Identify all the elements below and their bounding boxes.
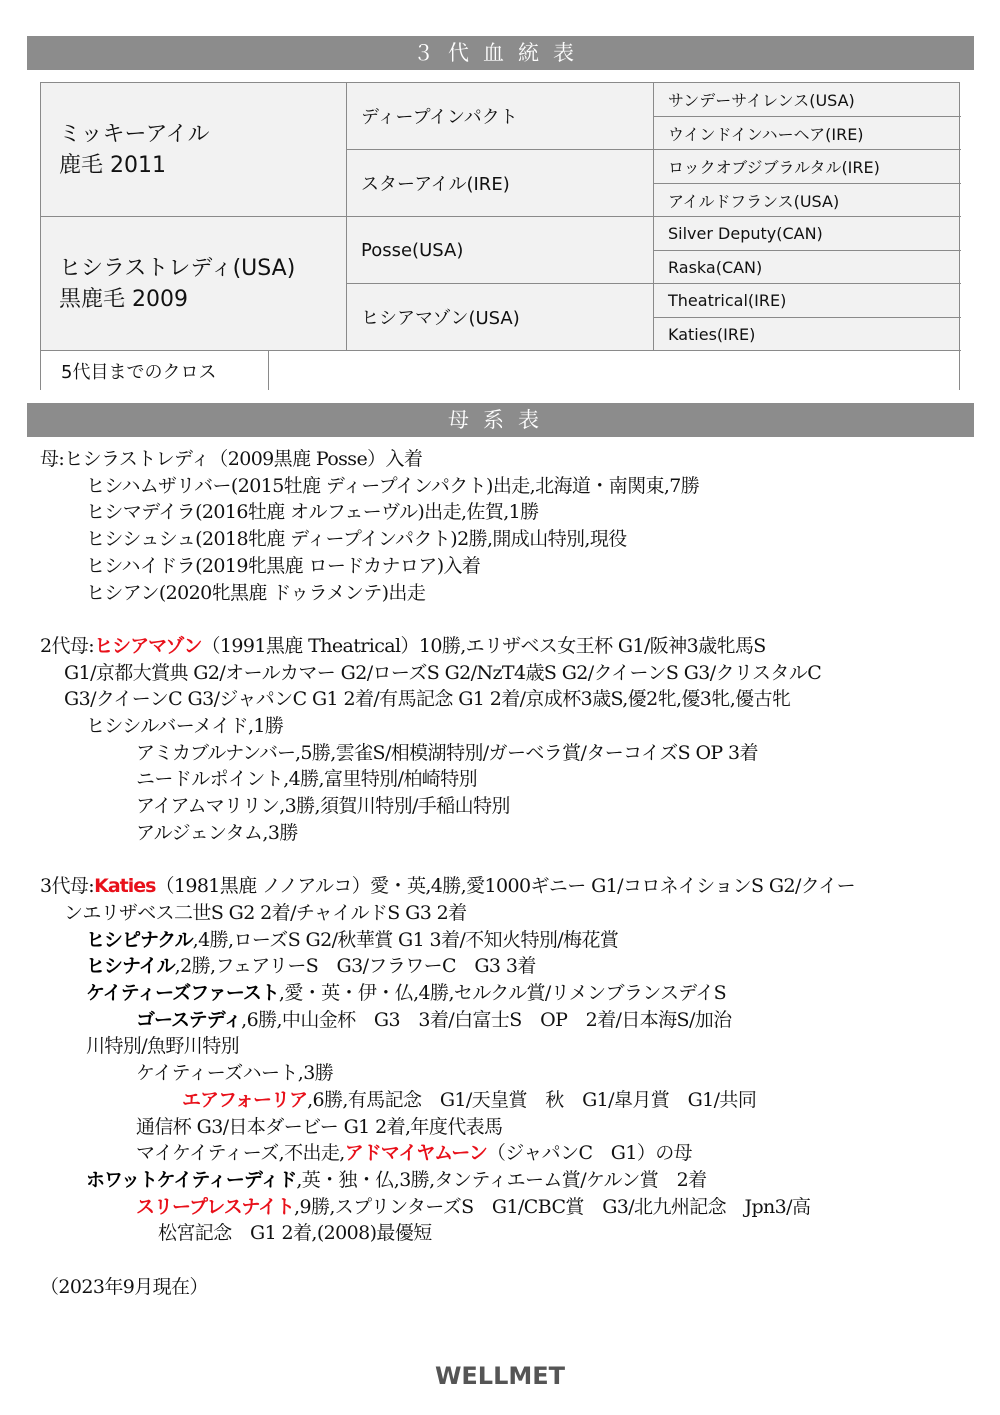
horse-name-red: Katies bbox=[94, 875, 156, 898]
offspring-line: ヒシハムザリバー(2015牡鹿 ディープインパクト)出走,北海道・南関東,7勝 bbox=[86, 474, 700, 497]
pedigree-table bbox=[40, 82, 960, 390]
grand-offspring-line bbox=[40, 1007, 970, 1034]
record-line: 通信杯 G3/日本ダービー G1 2着,年度代表馬 bbox=[136, 1115, 503, 1138]
grand-offspring-line bbox=[40, 1140, 970, 1167]
horse-name-red: ヒシアマゾン bbox=[94, 634, 202, 657]
offspring-line: ヒシアン(2020牝黒鹿 ドゥラメンテ)出走 bbox=[86, 581, 426, 604]
line-text: ,6勝,中山金杯 G3 3着/白富士S OP 2着/日本海S/加治 bbox=[241, 1008, 732, 1031]
ggp-8: Katies(IRE) bbox=[654, 318, 961, 351]
great-grand-offspring-line bbox=[40, 1087, 970, 1114]
dam-dam: ヒシアマゾン(USA) bbox=[347, 284, 654, 351]
sire-name: ミッキーアイル bbox=[59, 121, 210, 147]
line-text: ,愛・英・伊・仏,4勝,セルクル賞/リメンブランスデイS bbox=[278, 982, 727, 1005]
line-text: ,6勝,有馬記念 G1/天皇賞 秋 G1/皐月賞 G1/共同 bbox=[307, 1088, 757, 1111]
horse-name-red: スリープレスナイト bbox=[136, 1195, 295, 1218]
line-text: ,2勝,フェアリーS G3/フラワーC G3 3着 bbox=[174, 955, 536, 978]
as-of-date: （2023年9月現在） bbox=[40, 1275, 208, 1298]
grand-offspring-line: ニードルポイント,4勝,富里特別/柏崎特別 bbox=[136, 768, 477, 791]
offspring-line bbox=[40, 980, 970, 1007]
dam-line: 母:ヒシラストレディ（2009黒鹿 Posse）入着 bbox=[40, 448, 423, 470]
ggp-4: アイルドフランス(USA) bbox=[654, 184, 961, 217]
line-text: ,9勝,スプリンターズS G1/CBC賞 G3/北九州記念 Jpn3/高 bbox=[294, 1195, 811, 1218]
line-text: （ジャパンC G1）の母 bbox=[486, 1142, 693, 1165]
record-line: 川特別/魚野川特別 bbox=[86, 1035, 240, 1058]
record-line: G3/クイーンC G3/ジャパンC G1 2着/有馬記念 G1 2着/京成杯3歳S,優2牝,優3牝,優古牝 bbox=[64, 688, 791, 711]
offspring-line: ヒシハイドラ(2019牝黒鹿 ロードカナロア)入着 bbox=[86, 554, 481, 577]
horse-name: アミカブルナンバー bbox=[136, 741, 295, 764]
grand-offspring-line: アルジェンタム,3勝 bbox=[136, 821, 298, 844]
horse-name-bold: ヒシピナクル bbox=[86, 928, 193, 951]
horse-name-bold: ゴーステディ bbox=[136, 1008, 242, 1031]
sire-dam: スターアイル(IRE) bbox=[347, 150, 654, 217]
record-line: G1/京都大賞典 G2/オールカマー G2/ローズS G2/NzT4歳S G2/クイーンS G3/クリスタルC bbox=[64, 661, 822, 684]
offspring-line bbox=[40, 953, 970, 980]
pedigree-header: ３代血統表 bbox=[27, 36, 974, 70]
grand-offspring-line bbox=[40, 740, 970, 767]
grand-offspring-line: アイアムマリリン,3勝,須賀川特別/手稲山特別 bbox=[136, 795, 510, 818]
offspring-line: ヒシシュシュ(2018牝鹿 ディープインパクト)2勝,開成山特別,現役 bbox=[86, 528, 627, 551]
line-text: マイケイティーズ,不出走, bbox=[136, 1142, 345, 1165]
sire-detail: 鹿毛 2011 bbox=[59, 152, 166, 178]
line-text: （1991黒鹿 Theatrical）10勝,エリザベス女王杯 G1/阪神3歳牝馬S bbox=[201, 634, 766, 657]
ggp-1: サンデーサイレンス(USA) bbox=[654, 83, 961, 117]
ggp-6: Raska(CAN) bbox=[654, 251, 961, 284]
sire-sire: ディープインパクト bbox=[347, 83, 654, 150]
third-dam-line bbox=[40, 873, 970, 900]
record-line: 松宮記念 G1 2着,(2008)最優短 bbox=[158, 1222, 432, 1245]
offspring-line: ヒシマデイラ(2016牡鹿 オルフェーヴル)出走,佐賀,1勝 bbox=[86, 501, 539, 524]
family-table bbox=[40, 446, 970, 1300]
ggp-3: ロックオブジブラルタル(IRE) bbox=[654, 150, 961, 184]
dam-sire: Posse(USA) bbox=[347, 217, 654, 284]
ggp-2: ウインドインハーヘア(IRE) bbox=[654, 117, 961, 150]
record-line: ンエリザベス二世S G2 2着/チャイルドS G3 2着 bbox=[64, 901, 467, 924]
line-text: ,4勝,ローズS G2/秋華賞 G1 3着/不知火特別/梅花賞 bbox=[192, 928, 619, 951]
line-text: （1981黒鹿 ノノアルコ）愛・英,4勝,愛1000ギニー G1/コロネイションS G2/クイー bbox=[155, 875, 855, 898]
family-header: 母系表 bbox=[27, 403, 974, 437]
line-text: ,5勝,雲雀S/相模湖特別/ガーベラ賞/ターコイズS OP 3着 bbox=[294, 741, 758, 764]
horse-name-bold: ホワットケイティーディド bbox=[86, 1168, 297, 1191]
offspring-line bbox=[40, 927, 970, 954]
line-prefix: 3代母: bbox=[40, 875, 95, 898]
horse-name-red: アドマイヤムーン bbox=[344, 1142, 487, 1165]
line-text: ,英・独・仏,3勝,タンティエーム賞/ケルン賞 2着 bbox=[296, 1168, 707, 1191]
cross-label: 5代目までのクロス bbox=[41, 351, 269, 390]
dam-detail: 黒鹿毛 2009 bbox=[59, 286, 188, 312]
offspring-line bbox=[40, 1167, 970, 1194]
grand-offspring-line: ケイティーズハート,3勝 bbox=[136, 1062, 334, 1085]
cross-value bbox=[269, 351, 959, 390]
sire-cell bbox=[41, 83, 347, 217]
horse-name-bold: ケイティーズファースト bbox=[86, 982, 279, 1005]
horse-name-red: エアフォーリア bbox=[182, 1088, 308, 1111]
dam-cell bbox=[41, 217, 347, 351]
second-dam-line bbox=[40, 633, 970, 660]
horse-name-bold: ヒシナイル bbox=[86, 955, 175, 978]
dam-name: ヒシラストレディ(USA) bbox=[59, 255, 296, 281]
line-prefix: 2代母: bbox=[40, 634, 95, 657]
grand-offspring-line bbox=[40, 1194, 970, 1221]
ggp-5: Silver Deputy(CAN) bbox=[654, 217, 961, 251]
wellmet-logo: WELLMET bbox=[434, 1362, 566, 1390]
ggp-7: Theatrical(IRE) bbox=[654, 284, 961, 318]
offspring-line: ヒシシルバーメイド,1勝 bbox=[86, 715, 284, 738]
